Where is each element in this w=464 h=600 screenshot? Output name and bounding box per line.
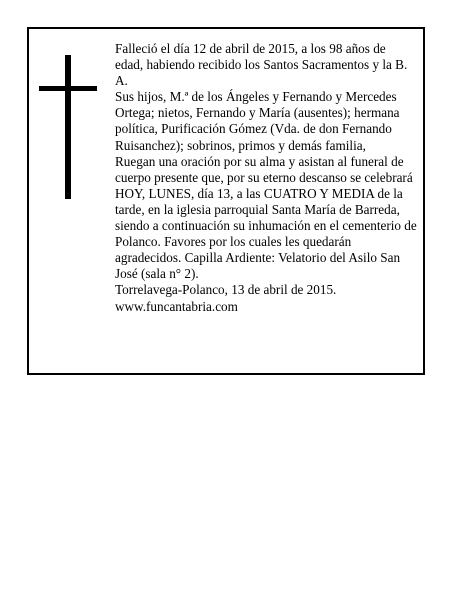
place-and-date: Torrelavega-Polanco, 13 de abril de 2015. (115, 282, 337, 298)
family-list: Sus hijos, M.ª de los Ángeles y Fernando y Mercedes Ortega; nietos, Fernando y María (ausentes); hermana política, Purificación Gómez (Vda. de don Fernando Ruisanchez); sobrinos, primos y demás familia, (115, 89, 400, 153)
funeral-details: Ruegan una oración por su alma y asistan al funeral de cuerpo presente que, por su eterno descanso se celebrará HOY, LUNES, día 13, a las CUATRO Y MEDIA de la tarde, en la iglesia parroquial Santa María de Barreda, siendo a continuación su inhumación en el cementerio de Polanco. Favores por los cuales les quedarán agradecidos. Capilla Ardiente: Velatorio del Asilo San José (sala n° 2). (115, 153, 417, 282)
obituary-notice (27, 27, 425, 375)
death-announcement: Falleció el día 12 de abril de 2015, a los 98 años de edad, habiendo recibido los Santos Sacramentos y la B. A. (115, 41, 408, 89)
cross-vertical-bar (65, 55, 71, 199)
cross-horizontal-bar (39, 86, 97, 91)
website: www.funcantabria.com (115, 298, 238, 314)
cross-icon (39, 55, 99, 199)
notice-text (115, 41, 417, 315)
